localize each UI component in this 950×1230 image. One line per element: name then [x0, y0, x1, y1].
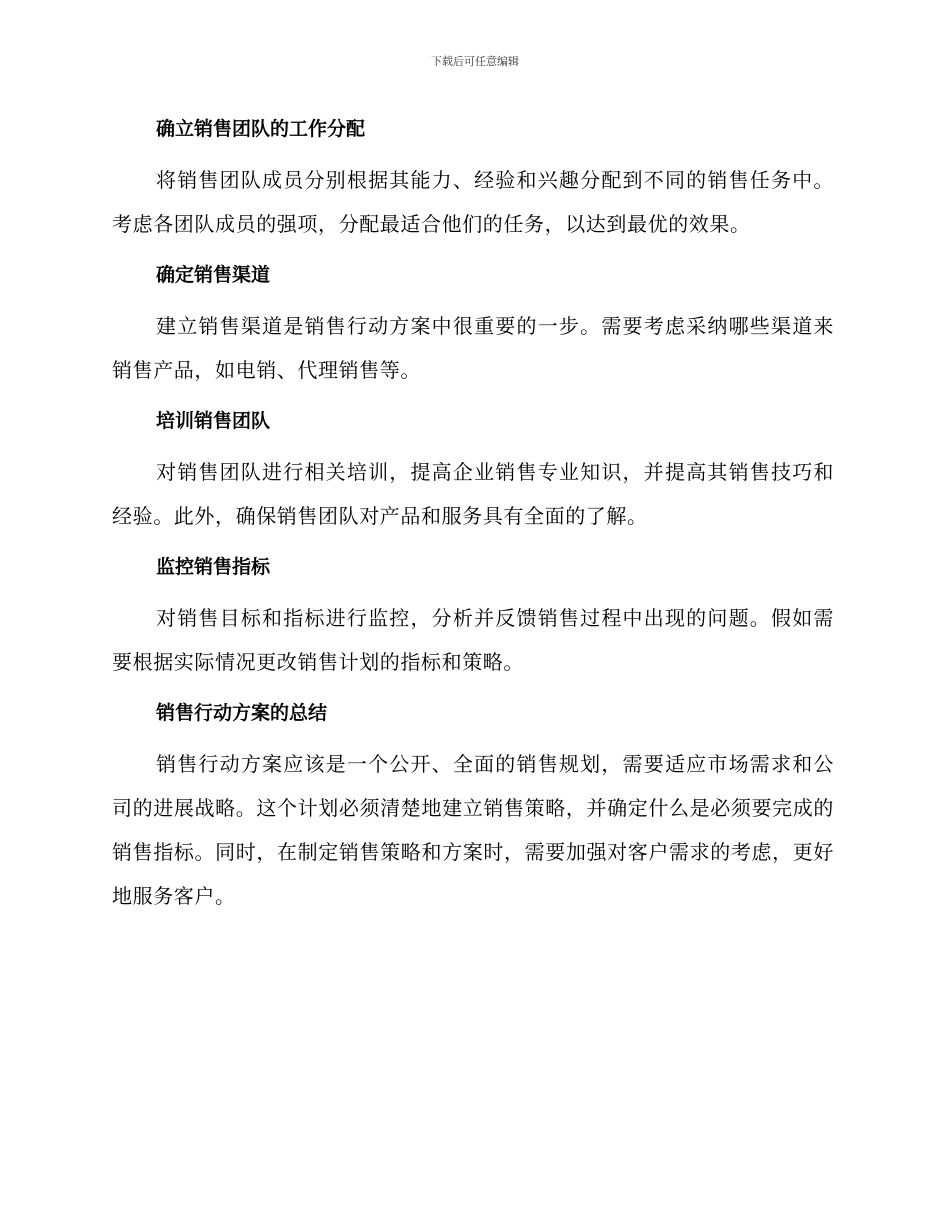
section-heading: 确立销售团队的工作分配: [156, 118, 366, 140]
section-monitor-metrics: [112, 550, 834, 684]
section-heading: 销售行动方案的总结: [156, 702, 328, 724]
section-paragraph: 对销售团队进行相关培训，提高企业销售专业知识，并提高其销售技巧和经验。此外，确保销售团队对产品和服务具有全面的了解。: [112, 460, 834, 528]
section-sales-channels: [112, 258, 834, 392]
section-paragraph: 销售行动方案应该是一个公开、全面的销售规划，需要适应市场需求和公司的进展战略。这个计划必须清楚地建立销售策略，并确定什么是必须要完成的销售指标。同时，在制定销售策略和方案时，需要加强对客户需求的考虑，更好地服务客户。: [112, 752, 834, 908]
section-work-assignment: [112, 112, 834, 246]
section-summary: [112, 696, 834, 918]
section-paragraph: 对销售目标和指标进行监控，分析并反馈销售过程中出现的问题。假如需要根据实际情况更改销售计划的指标和策略。: [112, 606, 834, 674]
page-header: 下载后可任意编辑: [431, 55, 519, 68]
section-heading: 确定销售渠道: [156, 264, 271, 286]
document-body: [112, 112, 834, 930]
section-heading: 监控销售指标: [156, 556, 271, 578]
section-team-training: [112, 404, 834, 538]
section-heading: 培训销售团队: [156, 410, 271, 432]
section-paragraph: 将销售团队成员分别根据其能力、经验和兴趣分配到不同的销售任务中。考虑各团队成员的强项，分配最适合他们的任务，以达到最优的效果。: [112, 168, 834, 236]
section-paragraph: 建立销售渠道是销售行动方案中很重要的一步。需要考虑采纳哪些渠道来销售产品，如电销、代理销售等。: [112, 314, 834, 382]
